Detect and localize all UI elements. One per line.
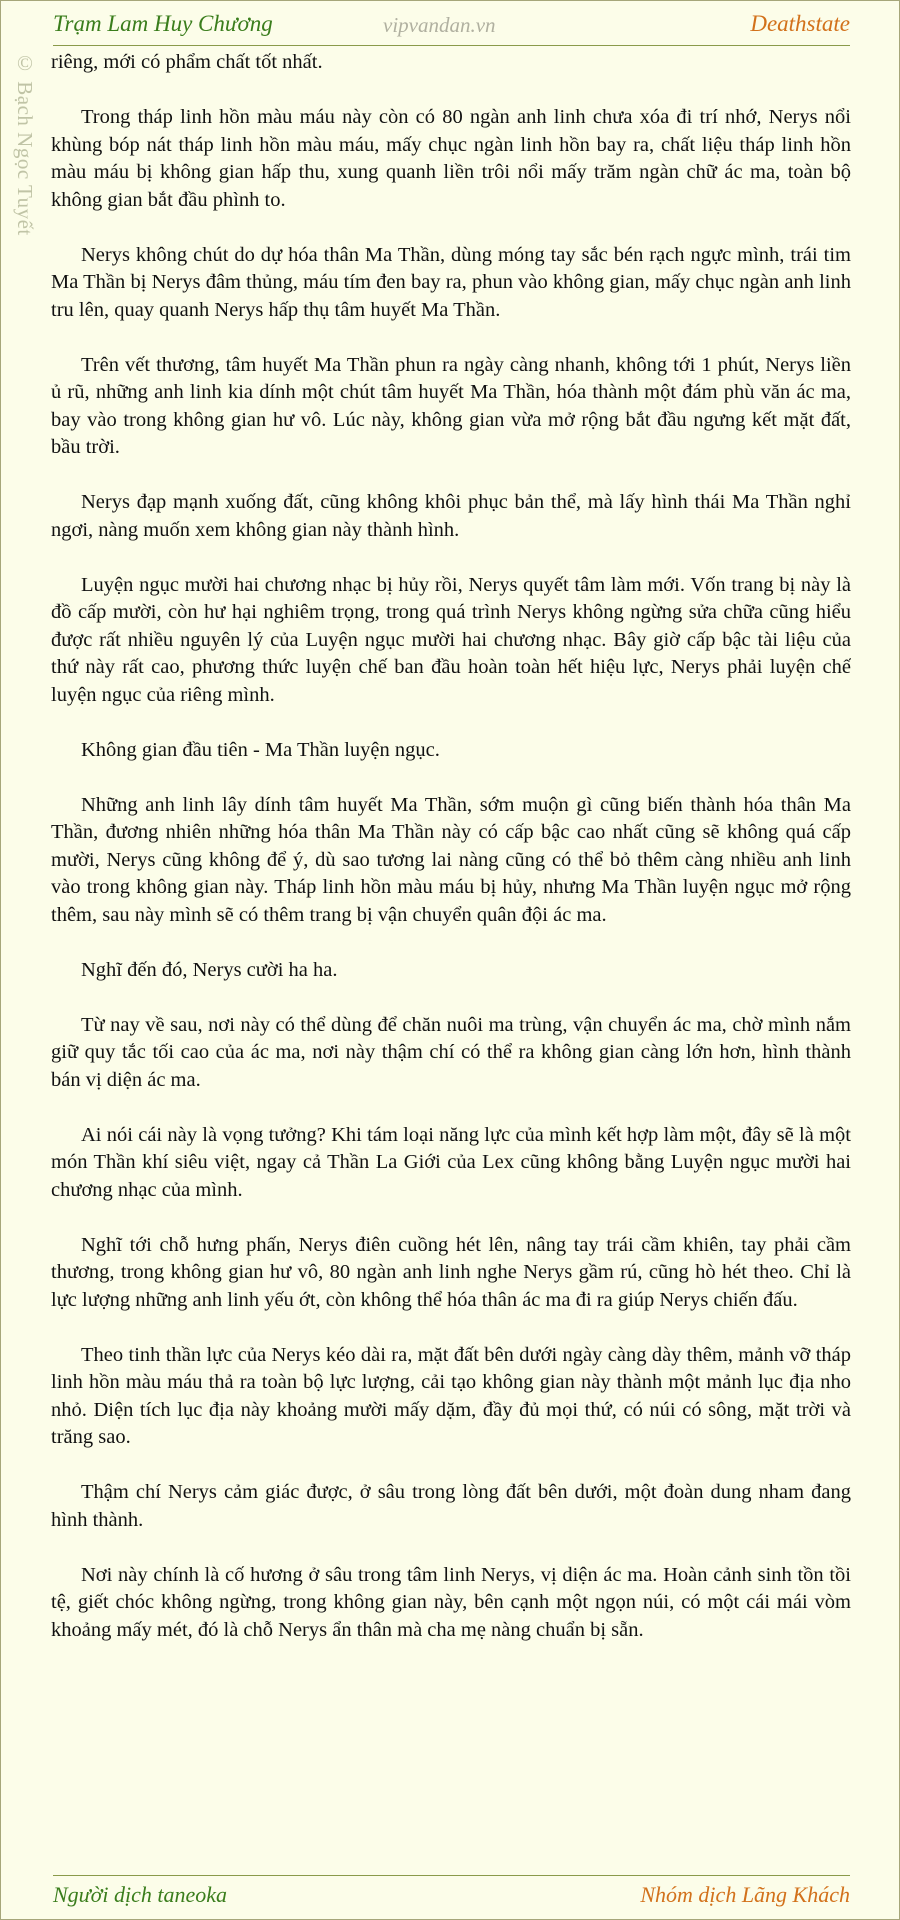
paragraph: Nơi này chính là cố hương ở sâu trong tâm linh Nerys, vị diện ác ma. Hoàn cảnh sinh tồn tồi tệ, giết chóc không ngừng, trong không gian này, bên cạnh một ngọn núi, có một cái mái vòm khoảng mấy mét, đó là chỗ Nerys ẩn thân mà cha mẹ nàng chuẩn bị sẵn. <box>51 1563 851 1641</box>
paragraph: Từ nay về sau, nơi này có thể dùng để chăn nuôi ma trùng, vận chuyển ác ma, chờ mình nắm giữ quy tắc tối cao của ác ma, nơi này thậm chí có thể ra không gian càng lớn hơn, hình thành bán vị diện ác ma. <box>51 1013 851 1091</box>
paragraph: Trong tháp linh hồn màu máu này còn có 80 ngàn anh linh chưa xóa đi trí nhớ, Nerys nổi khùng bóp nát tháp linh hồn màu máu, mấy chục ngàn linh hồn bay ra, chất liệu tháp linh hồn màu máu bị không gian hấp thu, xung quanh liền trôi nổi mấy trăm ngàn chữ ác ma, toàn bộ không gian bắt đầu phình to. <box>51 106 851 211</box>
page-footer <box>53 1875 850 1916</box>
paragraph: riêng, mới có phẩm chất tốt nhất. <box>51 51 323 73</box>
paragraph: Nghĩ tới chỗ hưng phấn, Nerys điên cuồng hét lên, nâng tay trái cầm khiên, tay phải cầm thương, trong không gian hư vô, 80 ngàn anh linh nghe Nerys gầm rú, cũng hò hét theo. Chỉ là lực lượng những anh linh yếu ớt, còn không thể hóa thân ác ma đi ra giúp Nerys chiến đấu. <box>51 1233 851 1311</box>
page-header <box>53 7 850 46</box>
paragraph: Nghĩ đến đó, Nerys cười ha ha. <box>81 958 338 981</box>
paragraph: Nerys đạp mạnh xuống đất, cũng không khôi phục bản thể, mà lấy hình thái Ma Thần nghỉ ngơi, nàng muốn xem không gian này thành hình. <box>51 491 851 541</box>
paragraph: Theo tinh thần lực của Nerys kéo dài ra, mặt đất bên dưới ngày càng dày thêm, mảnh vỡ tháp linh hồn màu máu thả ra toàn bộ lực lượng, cải tạo không gian này thành một mảnh lục địa nho nhỏ. Diện tích lục địa này khoảng mười mấy dặm, đầy đủ mọi thứ, có núi có sông, mặt trời và trăng sao. <box>51 1343 851 1448</box>
header-domain: vipvandan.vn <box>383 13 496 37</box>
chapter-text <box>51 49 851 1769</box>
paragraph: Những anh linh lây dính tâm huyết Ma Thần, sớm muộn gì cũng biến thành hóa thân Ma Thần, đương nhiên những hóa thân Ma Thần này có cấp bậc cao nhất cũng sẽ không quá cấp mười, Nerys cũng không để ý, dù sao tương lai nàng cũng có thể bỏ thêm càng nhiều anh linh vào trong không gian này. Tháp linh hồn màu máu bị hủy, nhưng Ma Thần luyện ngục mở rộng thêm, sau này mình sẽ có thêm trang bị vận chuyển quân đội ác ma. <box>51 793 851 926</box>
footer-group: Nhóm dịch Lãng Khách <box>640 1882 850 1907</box>
header-book-title: Deathstate <box>750 11 850 36</box>
copyright-watermark <box>1 51 45 261</box>
paragraph: Nerys không chút do dự hóa thân Ma Thần, dùng móng tay sắc bén rạch ngực mình, trái tim Ma Thần bị Nerys đâm thủng, máu tím đen bay ra, phun vào không gian, mấy chục ngàn anh linh tru lên, quay quanh Nerys hấp thụ tâm huyết Ma Thần. <box>51 243 851 321</box>
paragraph: Luyện ngục mười hai chương nhạc bị hủy rồi, Nerys quyết tâm làm mới. Vốn trang bị này là đồ cấp mười, còn hư hại nghiêm trọng, trong quá trình Nerys không ngừng sửa chữa cũng hiểu được rất nhiều nguyên lý của Luyện ngục mười hai chương nhạc. Bây giờ cấp bậc tài liệu của thứ này rất cao, phương thức luyện chế ban đầu hoàn toàn hết hiệu lực, Nerys phải luyện chế luyện ngục của riêng mình. <box>51 573 851 706</box>
paragraph: Thậm chí Nerys cảm giác được, ở sâu trong lòng đất bên dưới, một đoàn dung nham đang hình thành. <box>51 1481 851 1531</box>
paragraph: Không gian đầu tiên - Ma Thần luyện ngục. <box>81 738 440 761</box>
header-site-name: Trạm Lam Huy Chương <box>53 11 273 36</box>
paragraph: Trên vết thương, tâm huyết Ma Thần phun ra ngày càng nhanh, không tới 1 phút, Nerys liền ủ rũ, những anh linh kia dính một chút tâm huyết Ma Thần, hóa thành một đám phù văn ác ma, bay vào trong không gian hư vô. Lúc này, không gian vừa mở rộng bắt đầu ngưng kết mặt đất, bầu trời. <box>51 353 851 458</box>
watermark-text: © Bạch Ngọc Tuyết <box>13 51 37 236</box>
paragraph: Ai nói cái này là vọng tưởng? Khi tám loại năng lực của mình kết hợp làm một, đây sẽ là một món Thần khí siêu việt, ngay cả Thần La Giới của Lex cũng không bằng Luyện ngục mười hai chương nhạc của mình. <box>51 1123 851 1201</box>
footer-translator: Người dịch taneoka <box>53 1882 228 1907</box>
